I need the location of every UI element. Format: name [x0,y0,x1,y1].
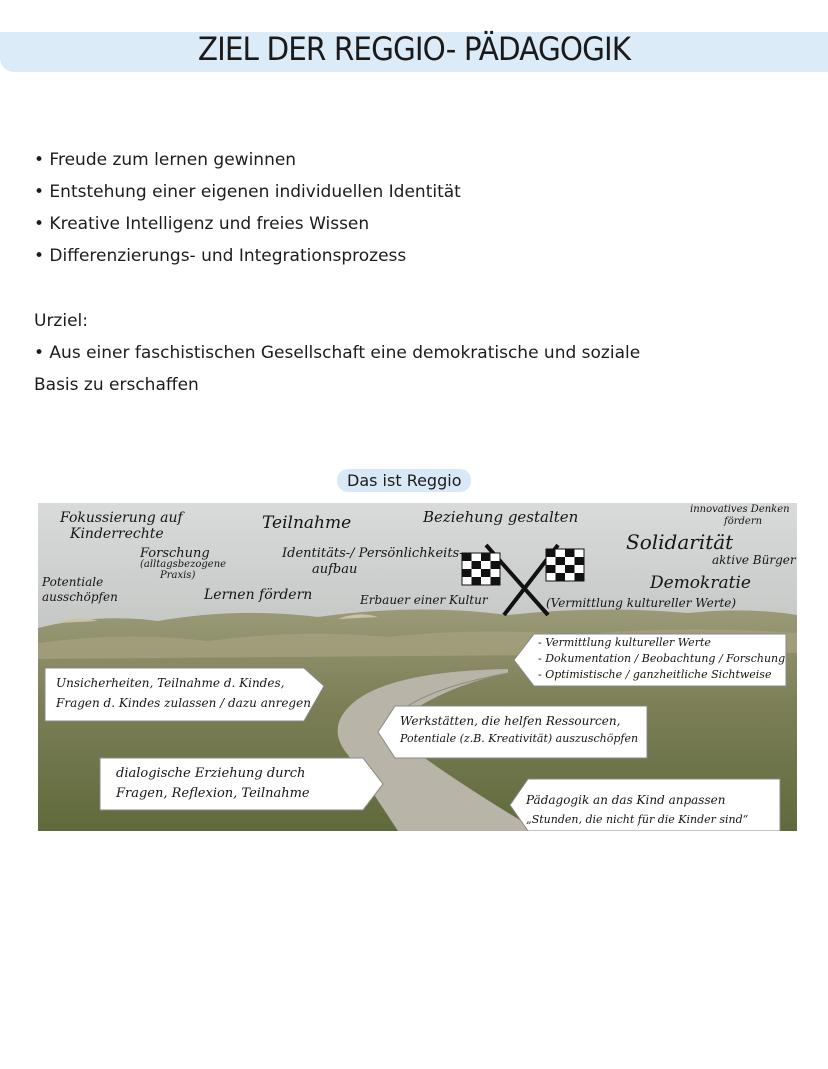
note-lernen: Lernen fördern [204,587,313,603]
note-teilnahme: Teilnahme [262,513,352,533]
image-caption: Das ist Reggio [337,469,471,492]
list-item: • Differenzierungs- und Integrationsprozess [34,246,407,266]
arrow-right-top-text: - Vermittlung kultureller Werte - Dokumentation / Beobachtung / Forschung - Optimistische / ganzheitliche Sichtweise [538,636,786,681]
note-erbauer: Erbauer einer Kultur [360,593,488,607]
note-solidaritaet: Solidarität [626,530,734,554]
urziel-section [34,305,640,401]
arrow-right-mid-text: Werkstätten, die helfen Ressourcen, Potentiale (z.B. Kreativität) auszuschöpfen [400,714,639,745]
note-fokus: Fokussierung auf Kinderrechte [60,510,183,542]
list-item: • Kreative Intelligenz und freies Wissen [34,214,370,234]
note-beziehung: Beziehung gestalten [423,508,579,526]
page-title: ZIEL DER REGGIO- PÄDAGOGIK [197,30,631,68]
urziel-label: Urziel: [34,311,88,331]
note-forschung: Forschung (alltagsbezogene Praxis) [140,546,227,581]
note-identitaet: Identitäts-/ Persönlichkeits- aufbau [282,546,464,577]
urziel-line: Basis zu erschaffen [34,375,199,395]
note-innovativ: innovatives Denken fördern [690,504,790,527]
urziel-line: • Aus einer faschistischen Gesellschaft eine demokratische und soziale [34,343,641,363]
list-item: • Entstehung einer eigenen individuellen Identität [34,182,461,202]
arrow-right-bottom-text: Pädagogik an das Kind anpassen „Stunden, die nicht für die Kinder sind“ [526,793,749,826]
note-aktive: aktive Bürger [712,553,796,567]
list-item: • Freude zum lernen gewinnen [34,150,297,170]
goals-list [34,144,461,272]
note-vermittlung: (Vermittlung kultureller Werte) [546,596,737,610]
arrow-left-bottom-text: dialogische Erziehung durch Fragen, Reflexion, Teilnahme [116,766,310,801]
arrow-left-top-text: Unsicherheiten, Teilnahme d. Kindes, Fragen d. Kindes zulassen / dazu anregen [56,676,311,710]
note-demokratie: Demokratie [650,573,751,593]
note-potentiale: Potentiale ausschöpfen [42,575,118,604]
